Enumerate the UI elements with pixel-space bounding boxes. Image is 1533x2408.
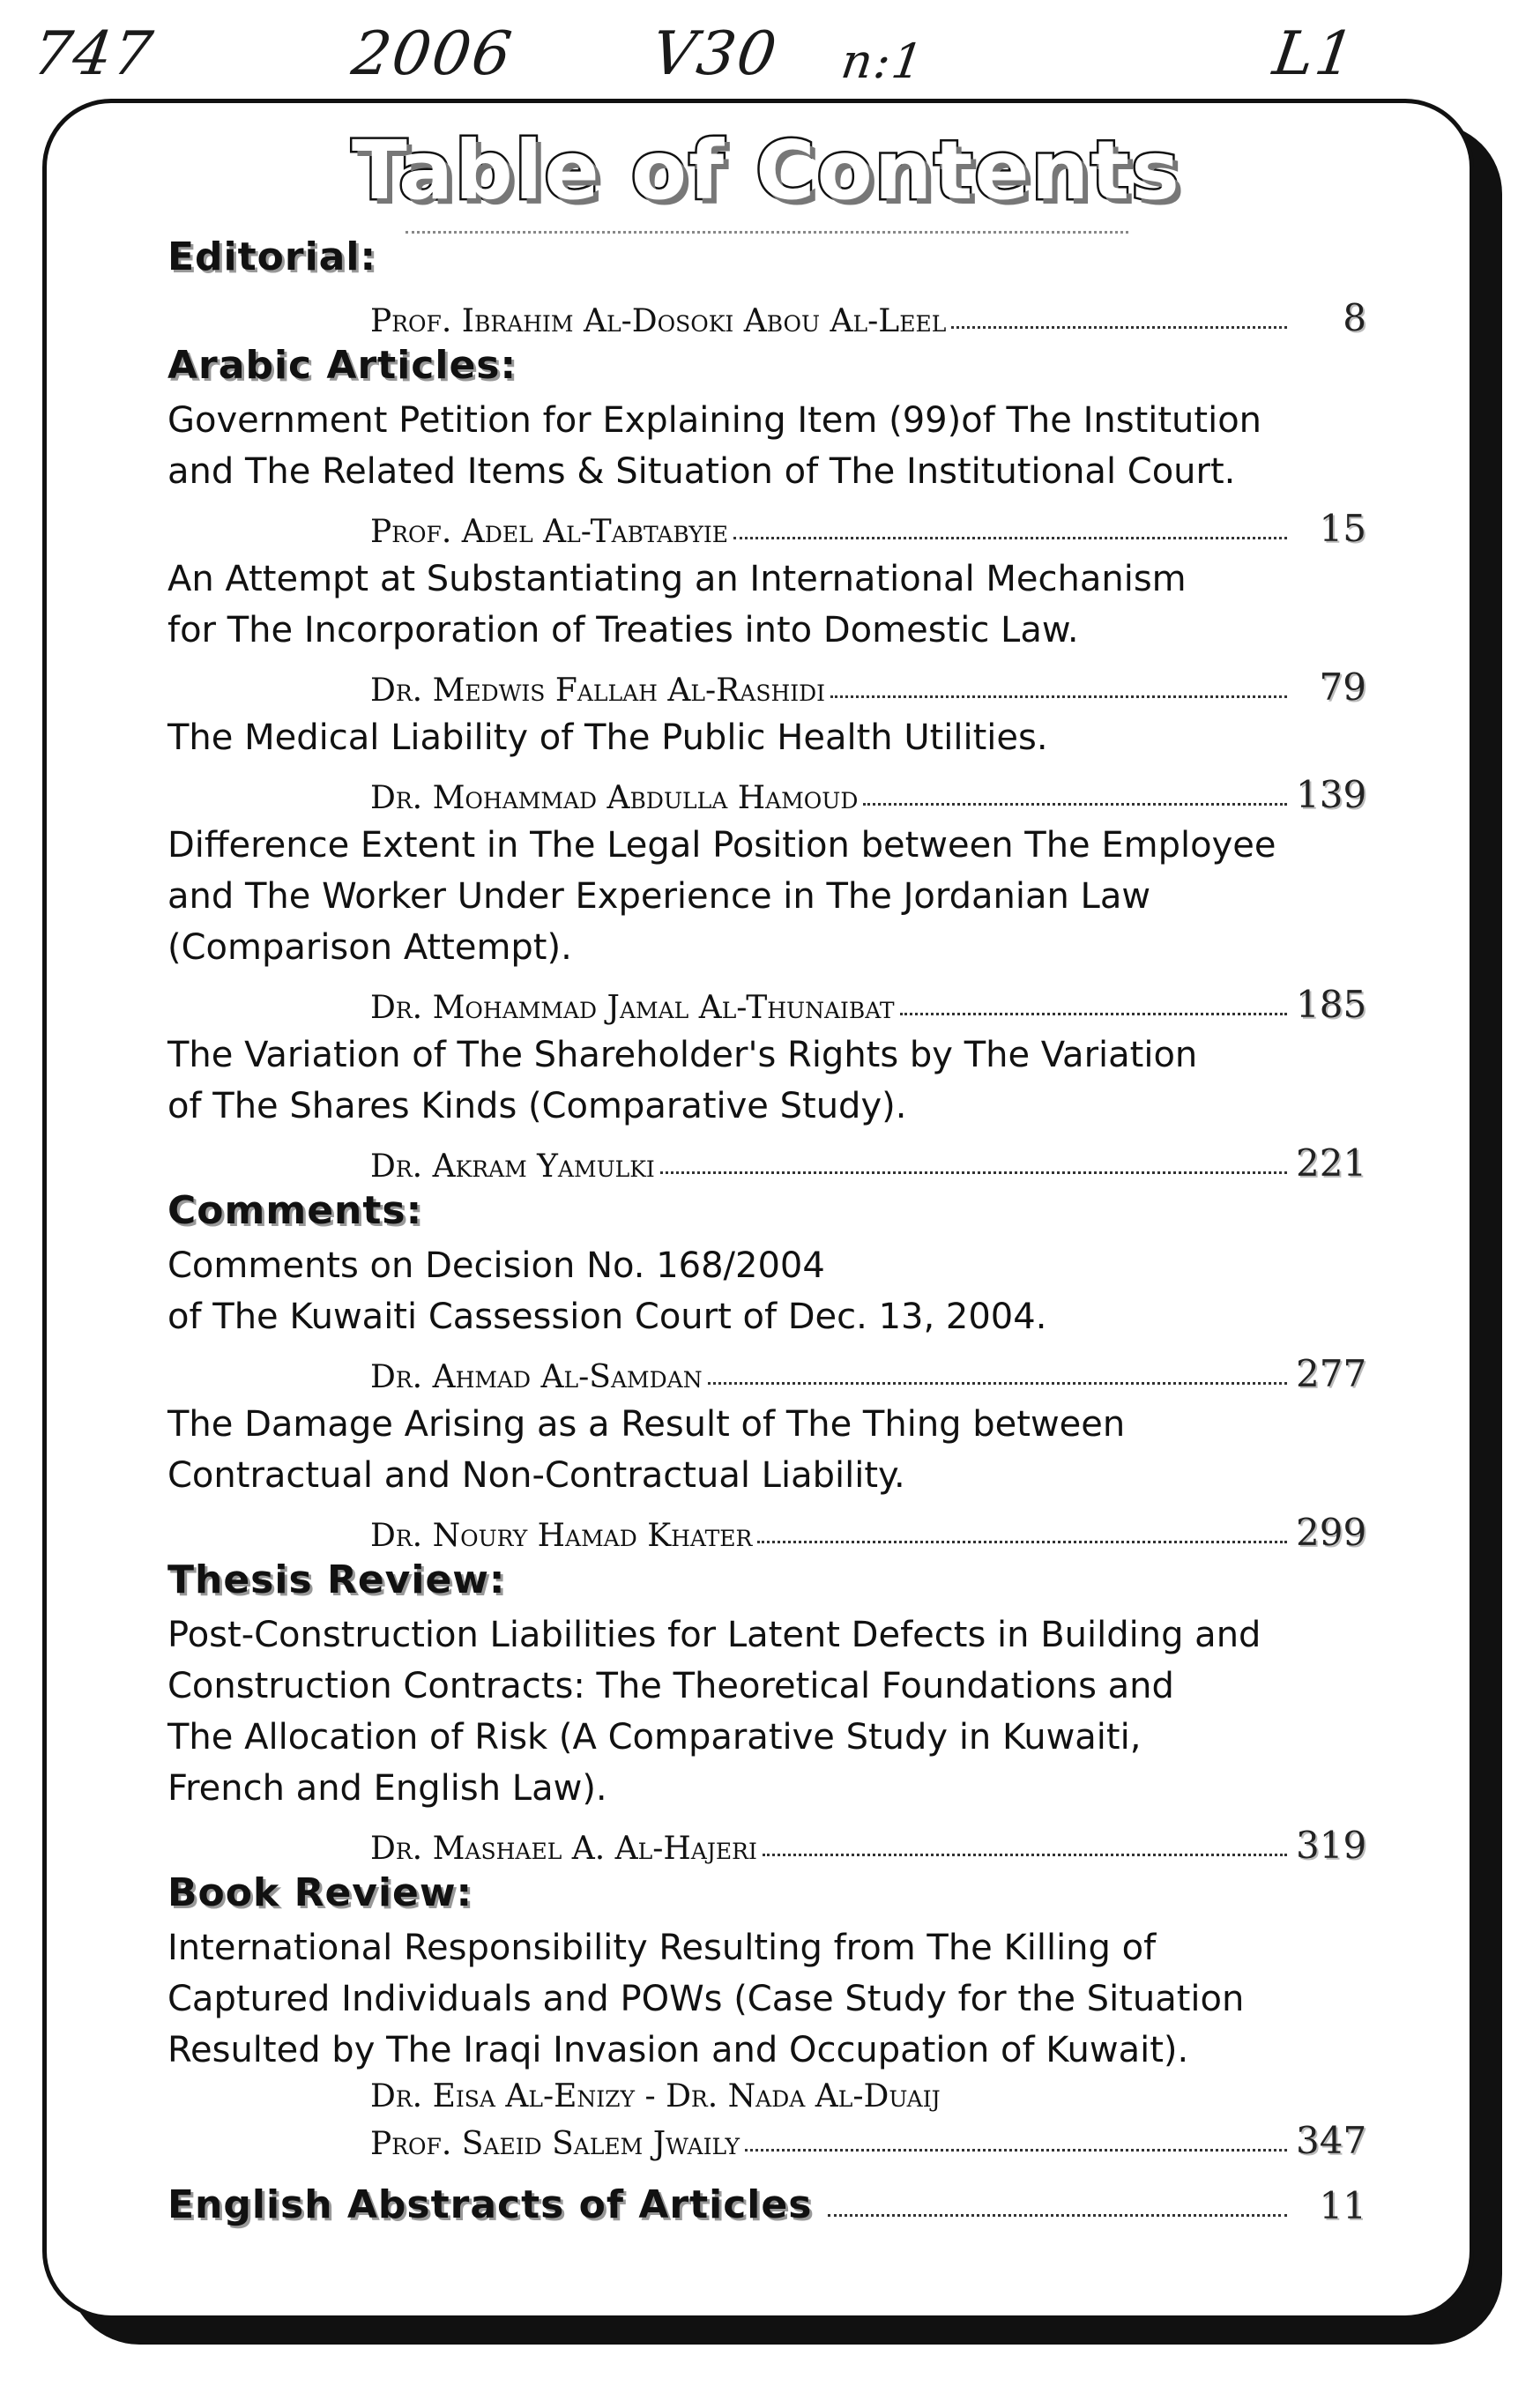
entry-page-number: 11 xyxy=(1319,2184,1366,2227)
entry-title-line: of The Kuwaiti Cassession Court of Dec. 13, 2004. xyxy=(167,1297,1047,1337)
leader-dots xyxy=(951,326,1287,329)
entry-author-line xyxy=(167,1814,1366,1867)
entry-title-line: and The Related Items & Situation of The Institutional Court. xyxy=(167,451,1236,492)
entry-page-number: 319 xyxy=(1296,1824,1367,1867)
toc-entry xyxy=(167,554,1366,709)
entry-author-line xyxy=(167,656,1366,709)
entry-author: Dr. Akram Yamulki xyxy=(370,1148,655,1185)
entry-title-line: Comments on Decision No. 168/2004 xyxy=(167,1245,825,1286)
toc-entry xyxy=(167,1922,1366,2162)
leader-dots xyxy=(757,1541,1287,1543)
entry-author: Prof. Saeid Salem Jwaily xyxy=(370,2126,740,2162)
entry-title-line: (Comparison Attempt). xyxy=(167,927,572,968)
handwritten-year: 2006 xyxy=(347,19,517,89)
section-heading-thesis-review: Thesis Review: xyxy=(167,1557,506,1602)
toc-entry xyxy=(167,1029,1366,1185)
entry-title-line: Difference Extent in The Legal Position between The Employee xyxy=(167,825,1276,866)
entry-page-number: 139 xyxy=(1296,773,1367,816)
toc-entry xyxy=(167,1240,1366,1395)
entry-title-line: and The Worker Under Experience in The Jordanian Law xyxy=(167,876,1151,917)
leader-dots xyxy=(763,1854,1287,1856)
entry-author: Dr. Mashael A. Al-Hajeri xyxy=(370,1831,757,1867)
leader-dots xyxy=(708,1382,1287,1385)
handwritten-issue: n:1 xyxy=(837,33,928,89)
entry-title-line: The Medical Liability of The Public Health Utilities. xyxy=(167,717,1048,758)
entry-page-number: 185 xyxy=(1296,983,1367,1026)
entry-title-line: for The Incorporation of Treaties into Domestic Law. xyxy=(167,610,1079,650)
handwritten-number: 747 xyxy=(28,19,159,89)
handwritten-mark: L1 xyxy=(1269,19,1360,89)
entry-author-line xyxy=(167,497,1366,550)
section-heading-comments: Comments: xyxy=(167,1188,423,1233)
entry-author-line xyxy=(167,973,1366,1026)
entry-page-number: 79 xyxy=(1319,665,1366,709)
leader-dots xyxy=(900,1013,1287,1015)
page-title: Table of Contents xyxy=(352,123,1181,218)
entry-page-number: 221 xyxy=(1296,1141,1367,1185)
entry-page-number: 299 xyxy=(1296,1511,1367,1554)
entry-title-line: Contractual and Non-Contractual Liability. xyxy=(167,1455,905,1496)
entry-page-number: 15 xyxy=(1319,507,1366,550)
entry-title-line: Resulted by The Iraqi Invasion and Occupation of Kuwait). xyxy=(167,2030,1189,2070)
entry-title-line: The Damage Arising as a Result of The Thing between xyxy=(167,1404,1126,1445)
entry-author: Prof. Adel Al-Tabtabyie xyxy=(370,514,728,550)
entry-author: Dr. Mohammad Jamal Al-Thunaibat xyxy=(370,990,895,1026)
entry-title-line: Government Petition for Explaining Item (99)of The Institution xyxy=(167,400,1262,441)
leader-dots xyxy=(660,1171,1287,1174)
section-heading-editorial: Editorial: xyxy=(167,234,377,279)
toc-entry xyxy=(167,1399,1366,1554)
entry-title-line: Construction Contracts: The Theoretical Foundations and xyxy=(167,1666,1174,1706)
entry-author: Prof. Ibrahim Al-Dosoki Abou Al-Leel xyxy=(370,303,947,339)
entry-title-line: of The Shares Kinds (Comparative Study). xyxy=(167,1086,907,1126)
entry-author-line xyxy=(167,1342,1366,1395)
entry-author-line xyxy=(167,2118,1366,2162)
section-heading-book-review: Book Review: xyxy=(167,1870,473,1915)
entry-author: Dr. Ahmad Al-Samdan xyxy=(370,1359,703,1395)
toc-entry xyxy=(167,1609,1366,1867)
toc-entry xyxy=(167,820,1366,1026)
leader-dots xyxy=(733,537,1287,539)
toc-entry-english-abstracts xyxy=(167,2166,1366,2227)
entry-title-line: The Allocation of Risk (A Comparative Study in Kuwaiti, xyxy=(167,1717,1142,1758)
entry-page-number: 347 xyxy=(1296,2119,1367,2162)
entry-page-number: 8 xyxy=(1343,296,1366,339)
section-heading-english-abstracts: English Abstracts of Articles xyxy=(167,2182,813,2227)
entry-title-line: The Variation of The Shareholder's Rights by The Variation xyxy=(167,1035,1198,1075)
handwritten-volume: V30 xyxy=(647,19,783,89)
entry-title-line: Captured Individuals and POWs (Case Study for the Situation xyxy=(167,1979,1245,2019)
entry-title-line: International Responsibility Resulting from The Killing of xyxy=(167,1928,1157,1968)
toc-entry-editorial xyxy=(167,286,1366,339)
entry-title-line: Post-Construction Liabilities for Latent Defects in Building and xyxy=(167,1615,1261,1655)
entry-title-line: French and English Law). xyxy=(167,1768,607,1809)
entry-author: Dr. Medwis Fallah Al-Rashidi xyxy=(370,673,826,709)
toc-entry xyxy=(167,712,1366,816)
entry-author-line xyxy=(167,1501,1366,1554)
section-heading-arabic-articles: Arabic Articles: xyxy=(167,343,517,388)
entry-title-line: An Attempt at Substantiating an International Mechanism xyxy=(167,559,1187,599)
leader-dots xyxy=(830,695,1287,698)
entry-author: Dr. Noury Hamad Khater xyxy=(370,1518,753,1554)
leader-dots xyxy=(863,803,1287,806)
entry-author: Dr. Eisa Al-Enizy - Dr. Nada Al-Duaij xyxy=(370,2078,941,2114)
toc-body xyxy=(167,231,1366,2227)
leader-dots xyxy=(828,2214,1287,2217)
leader-dots xyxy=(745,2149,1287,2152)
entry-author-line xyxy=(167,763,1366,816)
entry-author-line xyxy=(167,1132,1366,1185)
entry-author: Dr. Mohammad Abdulla Hamoud xyxy=(370,780,859,816)
entry-page-number: 277 xyxy=(1296,1352,1367,1395)
toc-entry xyxy=(167,395,1366,550)
